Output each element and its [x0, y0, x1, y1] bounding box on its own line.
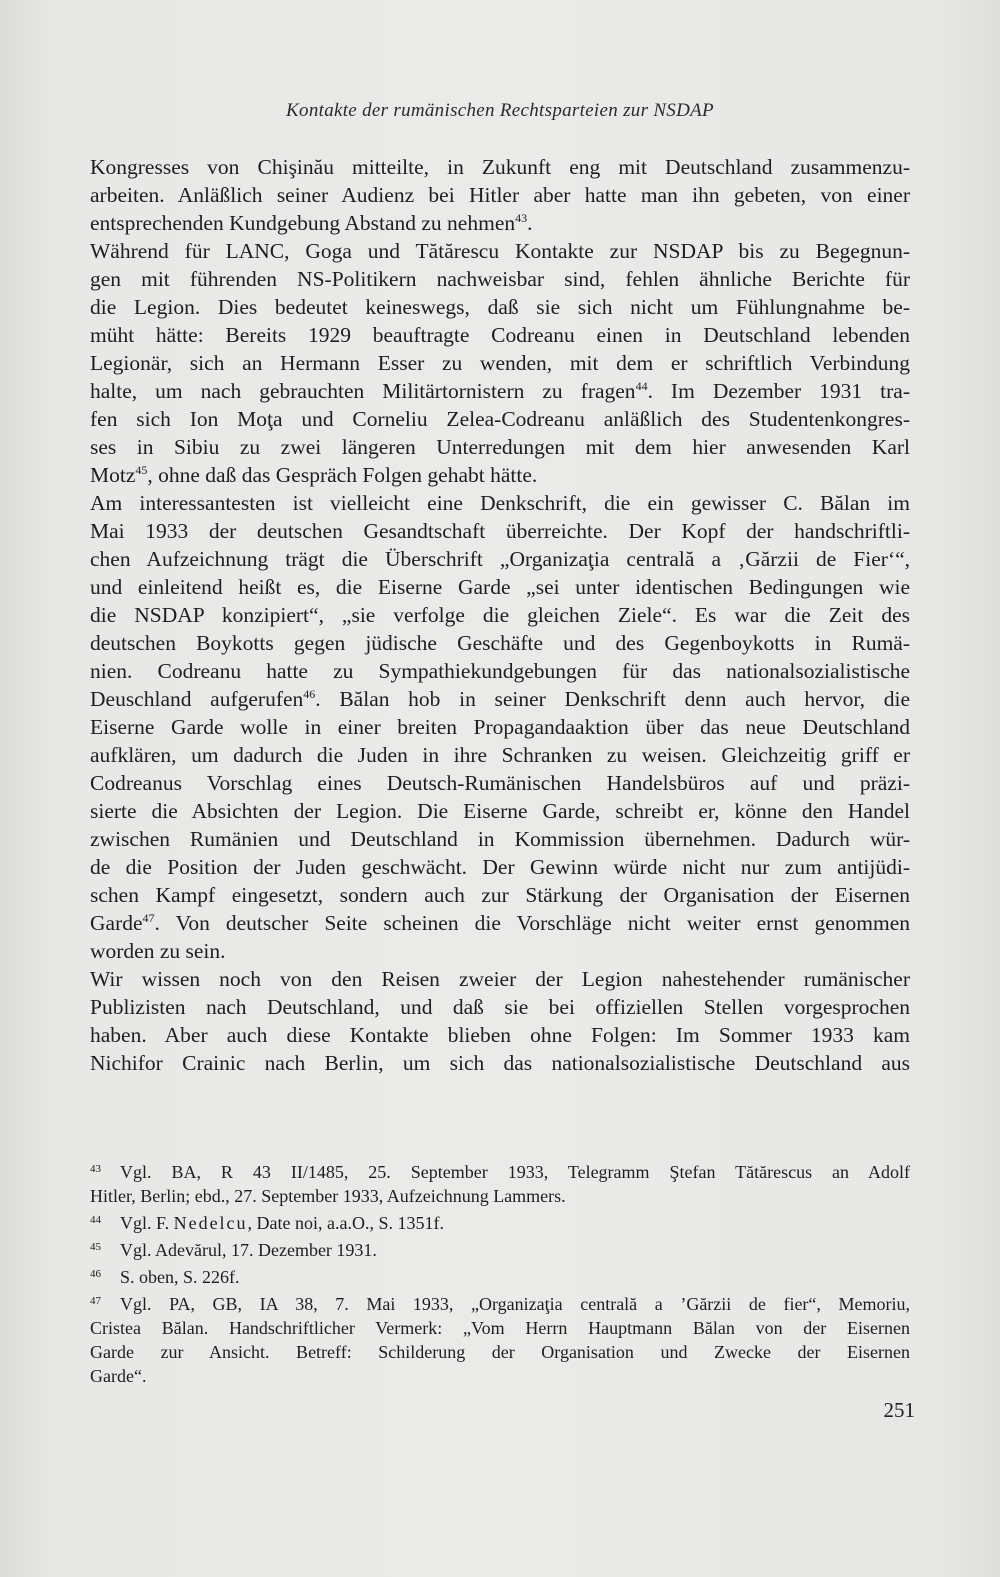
text-line: nien. Codreanu hatte zu Sympathiekundgebungen für das nationalsozialistische [90, 659, 910, 683]
footnote-number: 46 [90, 1268, 101, 1280]
text-line: worden zu sein. [90, 939, 226, 963]
text-line: die NSDAP konzipiert“, „sie verfolge die gleichen Ziele“. Es war die Zeit des [90, 603, 910, 627]
text-line: Motz$^{45}$, ohne daß das Gespräch Folgen gehabt hätte. [90, 462, 538, 487]
footnote [90, 1238, 910, 1262]
text-line: Legionär, sich an Hermann Esser zu wenden, mit dem er schriftlich Verbindung [90, 351, 910, 375]
text-line: Garde$^{47}$. Von deutscher Seite scheinen die Vorschläge nicht weiter ernst genommen [90, 910, 910, 935]
text-line: Am interessantesten ist vielleicht eine Denkschrift, die ein gewisser C. Bălan im [90, 491, 910, 515]
footnote-reference[interactable]: 47 [142, 910, 155, 925]
text-line: Deuschland aufgerufen$^{46}$. Bălan hob in seiner Denkschrift denn auch hervor, die [90, 686, 910, 711]
footnote-line: 43 Vgl. BA, R 43 II/1485, 25. September 1933, Telegramm Ştefan Tătărescus an Adolf [90, 1162, 910, 1182]
text-line: die Legion. Dies bedeutet keineswegs, daß sie sich nicht um Fühlungnahme be- [90, 295, 910, 319]
author-name: Nedelcu [173, 1213, 248, 1233]
footnote-line: 46 S. oben, S. 226f. [90, 1267, 240, 1287]
text-line: gen mit führenden NS-Politikern nachweisbar sind, fehlen ähnliche Berichte für [90, 267, 910, 291]
text-line: Wir wissen noch von den Reisen zweier der Legion nahestehender rumänischer [90, 967, 910, 991]
text-line: sierte die Absichten der Legion. Die Eiserne Garde, schreibt er, könne den Handel [90, 799, 910, 823]
footnote-number: 47 [90, 1295, 101, 1307]
footnote-line: 45 Vgl. Adevărul, 17. Dezember 1931. [90, 1240, 377, 1260]
footnote-reference[interactable]: 45 [135, 462, 148, 477]
body-text [90, 153, 910, 1077]
text-line: Mai 1933 der deutschen Gesandtschaft überreichte. Der Kopf der handschriftli- [90, 519, 910, 543]
footnote-number: 43 [90, 1163, 101, 1175]
footnote [90, 1292, 910, 1388]
text-line: entsprechenden Kundgebung Abstand zu nehmen$^{43}$. [90, 210, 533, 235]
footnote-reference[interactable]: 43 [515, 210, 528, 225]
footnote-line: Cristea Bălan. Handschriftlicher Vermerk: „Vom Herrn Hauptmann Bălan von der Eisernen [90, 1318, 910, 1338]
text-line: aufklären, um dadurch die Juden in ihre Schranken zu weisen. Gleichzeitig griff er [90, 743, 910, 767]
text-line: Codreanus Vorschlag eines Deutsch-Rumänischen Handelsbüros auf und präzi- [90, 771, 910, 795]
text-line: Während für LANC, Goga und Tătărescu Kontakte zur NSDAP bis zu Begegnun- [90, 239, 910, 263]
footnote-line: Garde“. [90, 1366, 147, 1386]
footnote [90, 1160, 910, 1208]
text-line: de die Position der Juden geschwächt. Der Gewinn würde nicht nur zum antijüdi- [90, 855, 910, 879]
footnote [90, 1265, 910, 1289]
footnote-reference[interactable]: 44 [635, 378, 648, 393]
text-line: fen sich Ion Moţa und Corneliu Zelea-Codreanu anläßlich des Studentenkongres- [90, 407, 910, 431]
text-line: halte, um nach gebrauchten Militärtornistern zu fragen$^{44}$. Im Dezember 1931 tra- [90, 378, 910, 403]
text-line: Publizisten nach Deutschland, und daß sie bei offiziellen Stellen vorgesprochen [90, 995, 910, 1019]
text-line: schen Kampf eingesetzt, sondern auch zur Stärkung der Organisation der Eisernen [90, 883, 910, 907]
text-line: und einleitend heißt es, die Eiserne Garde „sei unter identischen Bedingungen wie [90, 575, 910, 599]
footnote-line: 47 Vgl. PA, GB, IA 38, 7. Mai 1933, „Organizaţia centrală a ’Gărzii de fier“, Memoriu, [90, 1294, 910, 1314]
text-line: arbeiten. Anläßlich seiner Audienz bei Hitler aber hatte man ihn gebeten, von einer [90, 183, 910, 207]
footnote-reference[interactable]: 46 [303, 686, 316, 701]
text-line: Nichifor Crainic nach Berlin, um sich das nationalsozialistische Deutschland aus [90, 1051, 910, 1075]
text-line: Eiserne Garde wolle in einer breiten Propagandaaktion über das neue Deutschland [90, 715, 910, 739]
footnote-number: 44 [90, 1214, 101, 1226]
text-line: haben. Aber auch diese Kontakte blieben ohne Folgen: Im Sommer 1933 kam [90, 1023, 910, 1047]
footnote [90, 1211, 910, 1235]
footnote-number: 45 [90, 1241, 101, 1253]
footnote-line: 44 Vgl. F. Nedelcu, Date noi, a.a.O., S. 1351f. [90, 1213, 445, 1233]
page-number: 251 [883, 1398, 915, 1422]
text-line: chen Aufzeichnung trägt die Überschrift „Organizaţia centrală a ‚Gărzii de Fier‘“, [90, 547, 910, 571]
text-line: Kongresses von Chişinău mitteilte, in Zukunft eng mit Deutschland zusammenzu- [90, 155, 910, 179]
text-line: zwischen Rumänien und Deutschland in Kommission übernehmen. Dadurch wür- [90, 827, 910, 851]
text-line: müht hätte: Bereits 1929 beauftragte Codreanu einen in Deutschland lebenden [90, 323, 910, 347]
footnotes [90, 1160, 910, 1391]
running-head: Kontakte der rumänischen Rechtsparteien zur NSDAP [286, 100, 714, 121]
footnote-line: Garde zur Ansicht. Betreff: Schilderung der Organisation und Zwecke der Eisernen [90, 1342, 910, 1362]
text-line: ses in Sibiu zu zwei längeren Unterredungen mit dem hier anwesenden Karl [90, 435, 910, 459]
footnote-line: Hitler, Berlin; ebd., 27. September 1933, Aufzeichnung Lammers. [90, 1186, 566, 1206]
text-line: deutschen Boykotts gegen jüdische Geschäfte und des Gegenboykotts in Rumä- [90, 631, 910, 655]
